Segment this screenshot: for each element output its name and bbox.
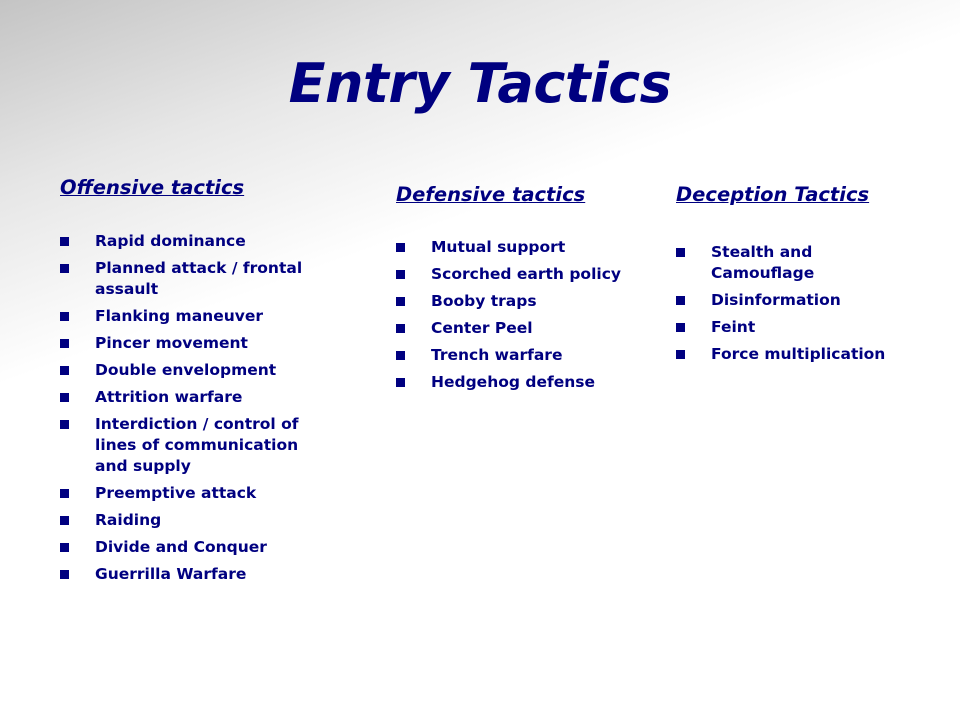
list-item-text: Divide and Conquer xyxy=(95,538,267,556)
square-bullet-icon xyxy=(676,323,685,332)
list-item xyxy=(396,318,656,339)
defensive-tactics-list xyxy=(396,237,656,393)
list-item xyxy=(60,387,330,408)
list-item xyxy=(676,344,916,365)
offensive-tactics-list xyxy=(60,231,330,585)
list-item xyxy=(396,372,656,393)
list-item-text: Hedgehog defense xyxy=(431,373,595,391)
square-bullet-icon xyxy=(396,270,405,279)
list-item-text: Booby traps xyxy=(431,292,537,310)
square-bullet-icon xyxy=(60,312,69,321)
list-item-text: Flanking maneuver xyxy=(95,307,263,325)
square-bullet-icon xyxy=(60,543,69,552)
offensive-tactics-heading: Offensive tactics xyxy=(60,176,245,199)
square-bullet-icon xyxy=(60,264,69,273)
deception-tactics-heading: Deception Tactics xyxy=(676,183,870,206)
list-item xyxy=(396,237,656,258)
list-item-text: Interdiction / control of lines of communication and supply xyxy=(95,415,299,475)
square-bullet-icon xyxy=(60,393,69,402)
list-item xyxy=(60,360,330,381)
square-bullet-icon xyxy=(60,489,69,498)
list-item xyxy=(396,291,656,312)
list-item xyxy=(676,242,916,284)
square-bullet-icon xyxy=(60,339,69,348)
list-item xyxy=(396,345,656,366)
square-bullet-icon xyxy=(396,324,405,333)
list-item-text: Raiding xyxy=(95,511,162,529)
square-bullet-icon xyxy=(60,570,69,579)
list-item xyxy=(60,483,330,504)
list-item-text: Double envelopment xyxy=(95,361,277,379)
list-item xyxy=(676,290,916,311)
list-item-text: Pincer movement xyxy=(95,334,248,352)
list-item-text: Trench warfare xyxy=(431,346,563,364)
list-item xyxy=(396,264,656,285)
defensive-tactics-heading: Defensive tactics xyxy=(396,183,586,206)
list-item xyxy=(60,537,330,558)
list-item-text: Preemptive attack xyxy=(95,484,257,502)
square-bullet-icon xyxy=(60,237,69,246)
square-bullet-icon xyxy=(396,351,405,360)
list-item xyxy=(60,333,330,354)
list-item-text: Feint xyxy=(711,318,756,336)
list-item xyxy=(60,258,330,300)
list-item-text: Scorched earth policy xyxy=(431,265,621,283)
list-item xyxy=(60,231,330,252)
list-item xyxy=(60,564,330,585)
defensive-tactics-column xyxy=(396,183,656,399)
square-bullet-icon xyxy=(396,378,405,387)
list-item-text: Force multiplication xyxy=(711,345,886,363)
deception-tactics-list xyxy=(676,242,916,365)
square-bullet-icon xyxy=(60,420,69,429)
list-item xyxy=(60,510,330,531)
list-item-text: Guerrilla Warfare xyxy=(95,565,247,583)
square-bullet-icon xyxy=(60,516,69,525)
list-item-text: Mutual support xyxy=(431,238,566,256)
slide-title: Entry Tactics xyxy=(288,52,672,115)
list-item-text: Planned attack / frontal assault xyxy=(95,259,303,298)
square-bullet-icon xyxy=(396,243,405,252)
square-bullet-icon xyxy=(676,350,685,359)
list-item-text: Rapid dominance xyxy=(95,232,246,250)
list-item-text: Center Peel xyxy=(431,319,533,337)
offensive-tactics-column xyxy=(60,176,330,591)
deception-tactics-column xyxy=(676,183,916,371)
list-item-text: Disinformation xyxy=(711,291,841,309)
list-item-text: Attrition warfare xyxy=(95,388,243,406)
square-bullet-icon xyxy=(676,296,685,305)
square-bullet-icon xyxy=(676,248,685,257)
list-item xyxy=(676,317,916,338)
square-bullet-icon xyxy=(60,366,69,375)
list-item xyxy=(60,306,330,327)
list-item-text: Stealth and Camouflage xyxy=(711,243,815,282)
square-bullet-icon xyxy=(396,297,405,306)
list-item xyxy=(60,414,330,477)
